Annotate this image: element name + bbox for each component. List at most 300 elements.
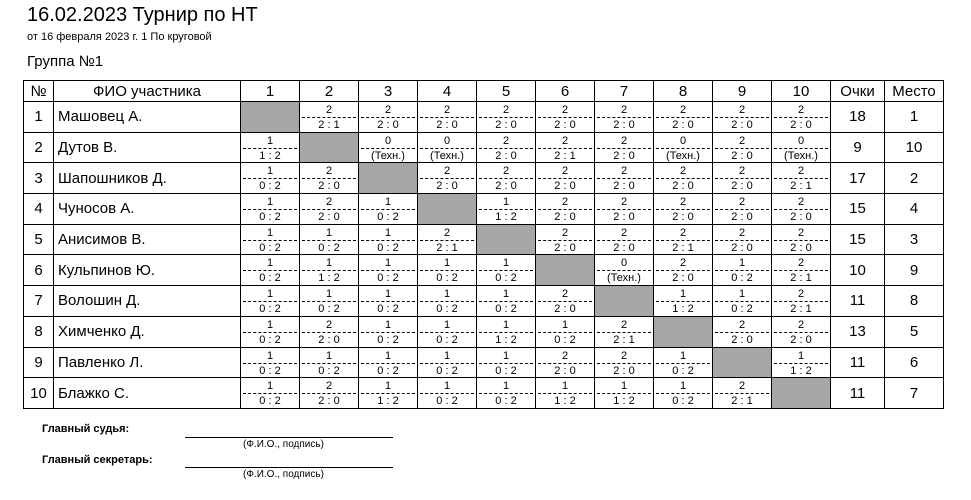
match-result-cell xyxy=(241,132,300,163)
dashed-divider xyxy=(243,332,297,333)
dashed-divider xyxy=(243,393,297,394)
match-score: 2 : 0 xyxy=(436,119,458,131)
match-points: 2 xyxy=(325,318,333,331)
match-score: 1 : 2 xyxy=(790,364,812,377)
dashed-divider xyxy=(597,363,651,364)
diagonal-cell xyxy=(418,194,477,225)
dashed-divider xyxy=(538,178,592,179)
match-points: 1 xyxy=(384,196,392,209)
match-points: 1 xyxy=(384,257,392,270)
dashed-divider xyxy=(656,178,710,179)
match-result-cell xyxy=(536,347,595,378)
match-score: 2 : 1 xyxy=(554,149,576,162)
total-points: 17 xyxy=(831,163,885,194)
match-points: 2 xyxy=(443,226,451,239)
match-points: 2 xyxy=(679,226,687,239)
match-points: 2 xyxy=(797,318,805,331)
dashed-divider xyxy=(361,240,415,241)
match-result-cell xyxy=(772,132,831,163)
secretary-signature-line xyxy=(185,467,393,468)
match-result-cell xyxy=(477,316,536,347)
match-points: 0 xyxy=(384,134,392,147)
match-points: 1 xyxy=(502,380,510,393)
match-result-cell xyxy=(300,316,359,347)
match-points: 1 xyxy=(443,380,451,393)
dashed-divider xyxy=(597,148,651,149)
final-place: 8 xyxy=(885,286,944,317)
dashed-divider xyxy=(656,270,710,271)
dashed-divider xyxy=(597,178,651,179)
dashed-divider xyxy=(597,270,651,271)
table-row xyxy=(24,132,944,163)
dashed-divider xyxy=(597,393,651,394)
total-points: 11 xyxy=(831,286,885,317)
final-place: 9 xyxy=(885,255,944,286)
match-result-cell xyxy=(654,378,713,409)
match-score: 2 : 0 xyxy=(495,180,517,193)
match-points: 1 xyxy=(325,288,333,301)
dashed-divider xyxy=(538,301,592,302)
match-score: 0 : 2 xyxy=(731,272,753,285)
header-name: ФИО участника xyxy=(54,81,241,102)
match-score: 2 : 1 xyxy=(790,303,812,316)
participant-name: Блажко С. xyxy=(54,378,241,409)
dashed-divider xyxy=(243,363,297,364)
row-number: 7 xyxy=(24,286,54,317)
match-result-cell xyxy=(418,347,477,378)
participant-name: Анисимов В. xyxy=(54,224,241,255)
dashed-divider xyxy=(479,393,533,394)
match-points: 2 xyxy=(620,134,628,147)
dashed-divider xyxy=(243,301,297,302)
dashed-divider xyxy=(420,270,474,271)
table-row xyxy=(24,224,944,255)
dashed-divider xyxy=(597,240,651,241)
dashed-divider xyxy=(243,270,297,271)
match-score: 2 : 0 xyxy=(554,241,576,254)
match-score: (Техн.) xyxy=(607,272,641,285)
match-score: 0 : 2 xyxy=(495,364,517,377)
dashed-divider xyxy=(538,332,592,333)
match-result-cell xyxy=(772,347,831,378)
match-score: (Техн.) xyxy=(666,149,700,162)
match-points: 1 xyxy=(266,134,274,147)
match-result-cell xyxy=(300,102,359,133)
match-result-cell xyxy=(359,347,418,378)
dashed-divider xyxy=(302,301,356,302)
match-score: 2 : 0 xyxy=(554,119,576,131)
dashed-divider xyxy=(361,270,415,271)
match-result-cell xyxy=(772,255,831,286)
match-result-cell xyxy=(713,286,772,317)
dashed-divider xyxy=(361,209,415,210)
document-title: 16.02.2023 Турнир по НТ xyxy=(27,4,258,26)
dashed-divider xyxy=(538,117,592,118)
match-points: 2 xyxy=(738,226,746,239)
participant-name: Химченко Д. xyxy=(54,316,241,347)
dashed-divider xyxy=(656,301,710,302)
match-points: 1 xyxy=(738,288,746,301)
participant-name: Шапошников Д. xyxy=(54,163,241,194)
match-score: 0 : 2 xyxy=(259,211,281,224)
match-result-cell xyxy=(536,378,595,409)
dashed-divider xyxy=(420,240,474,241)
match-points: 1 xyxy=(502,318,510,331)
match-result-cell xyxy=(241,224,300,255)
match-result-cell xyxy=(713,194,772,225)
table-row xyxy=(24,286,944,317)
match-points: 2 xyxy=(620,165,628,178)
match-score: 0 : 2 xyxy=(377,364,399,377)
match-score: 2 : 0 xyxy=(554,180,576,193)
match-score: 2 : 0 xyxy=(318,333,340,346)
match-points: 2 xyxy=(738,318,746,331)
match-result-cell xyxy=(713,132,772,163)
match-score: 2 : 0 xyxy=(731,180,753,193)
match-points: 2 xyxy=(325,165,333,178)
match-score: 0 : 2 xyxy=(554,333,576,346)
diagonal-cell xyxy=(713,347,772,378)
match-result-cell xyxy=(241,255,300,286)
match-points: 1 xyxy=(384,380,392,393)
judge-label: Главный судья: xyxy=(42,423,130,435)
match-score: 0 : 2 xyxy=(377,303,399,316)
match-result-cell xyxy=(536,132,595,163)
dashed-divider xyxy=(243,178,297,179)
header-place: Место xyxy=(885,81,944,102)
match-points: 2 xyxy=(502,134,510,147)
match-score: 0 : 2 xyxy=(318,241,340,254)
dashed-divider xyxy=(361,393,415,394)
total-points: 11 xyxy=(831,378,885,409)
match-result-cell xyxy=(477,102,536,133)
table-row xyxy=(24,347,944,378)
match-score: (Техн.) xyxy=(371,149,405,162)
header-col-6: 6 xyxy=(536,81,595,102)
match-result-cell xyxy=(359,224,418,255)
row-number: 4 xyxy=(24,194,54,225)
match-points: 2 xyxy=(738,104,746,116)
match-points: 1 xyxy=(266,257,274,270)
match-score: 0 : 2 xyxy=(495,303,517,316)
match-points: 2 xyxy=(502,165,510,178)
match-points: 2 xyxy=(738,165,746,178)
group-title: Группа №1 xyxy=(27,53,104,70)
match-score: 2 : 0 xyxy=(672,119,694,131)
match-score: 0 : 2 xyxy=(259,241,281,254)
row-number: 9 xyxy=(24,347,54,378)
dashed-divider xyxy=(420,301,474,302)
match-points: 2 xyxy=(797,165,805,178)
match-score: 0 : 2 xyxy=(259,272,281,285)
match-score: 1 : 2 xyxy=(495,333,517,346)
match-points: 1 xyxy=(679,288,687,301)
match-points: 1 xyxy=(443,288,451,301)
match-score: 2 : 0 xyxy=(672,272,694,285)
match-result-cell xyxy=(477,255,536,286)
dashed-divider xyxy=(538,363,592,364)
row-number: 3 xyxy=(24,163,54,194)
diagonal-cell xyxy=(595,286,654,317)
match-score: 0 : 2 xyxy=(731,303,753,316)
match-points: 1 xyxy=(679,349,687,362)
match-points: 0 xyxy=(620,257,628,270)
match-points: 1 xyxy=(443,318,451,331)
dashed-divider xyxy=(420,363,474,364)
total-points: 10 xyxy=(831,255,885,286)
match-points: 2 xyxy=(797,196,805,209)
match-points: 2 xyxy=(620,349,628,362)
match-score: 2 : 0 xyxy=(436,180,458,193)
dashed-divider xyxy=(774,178,828,179)
match-score: 0 : 2 xyxy=(377,211,399,224)
final-place: 5 xyxy=(885,316,944,347)
dashed-divider xyxy=(361,332,415,333)
match-result-cell xyxy=(418,224,477,255)
match-points: 2 xyxy=(325,104,333,116)
dashed-divider xyxy=(302,332,356,333)
match-score: 2 : 0 xyxy=(495,149,517,162)
dashed-divider xyxy=(715,393,769,394)
match-score: 2 : 1 xyxy=(731,395,753,408)
match-result-cell xyxy=(772,316,831,347)
match-points: 2 xyxy=(325,196,333,209)
match-result-cell xyxy=(241,316,300,347)
header-col-9: 9 xyxy=(713,81,772,102)
dashed-divider xyxy=(656,148,710,149)
participant-name: Машовец А. xyxy=(54,102,241,133)
match-score: 0 : 2 xyxy=(436,364,458,377)
match-result-cell xyxy=(654,255,713,286)
dashed-divider xyxy=(302,393,356,394)
match-result-cell xyxy=(300,378,359,409)
match-score: 0 : 2 xyxy=(318,364,340,377)
match-result-cell xyxy=(595,347,654,378)
match-points: 1 xyxy=(561,380,569,393)
match-score: 2 : 0 xyxy=(613,119,635,131)
match-score: 0 : 2 xyxy=(495,272,517,285)
header-col-7: 7 xyxy=(595,81,654,102)
participant-name: Чуносов А. xyxy=(54,194,241,225)
match-result-cell xyxy=(536,102,595,133)
match-points: 1 xyxy=(620,380,628,393)
dashed-divider xyxy=(361,117,415,118)
match-result-cell xyxy=(359,316,418,347)
final-place: 1 xyxy=(885,102,944,133)
match-points: 2 xyxy=(738,134,746,147)
match-result-cell xyxy=(536,316,595,347)
match-points: 2 xyxy=(797,226,805,239)
match-score: 2 : 0 xyxy=(613,149,635,162)
match-score: 2 : 0 xyxy=(495,119,517,131)
match-result-cell xyxy=(713,163,772,194)
match-points: 1 xyxy=(443,257,451,270)
table-row xyxy=(24,316,944,347)
match-points: 1 xyxy=(266,226,274,239)
dashed-divider xyxy=(243,209,297,210)
dashed-divider xyxy=(774,148,828,149)
match-score: 2 : 1 xyxy=(613,333,635,346)
match-score: 0 : 2 xyxy=(259,364,281,377)
match-result-cell xyxy=(595,132,654,163)
table-row xyxy=(24,163,944,194)
total-points: 18 xyxy=(831,102,885,133)
match-points: 1 xyxy=(384,349,392,362)
match-result-cell xyxy=(300,255,359,286)
dashed-divider xyxy=(243,148,297,149)
match-points: 1 xyxy=(325,257,333,270)
match-score: (Техн.) xyxy=(784,149,818,162)
match-result-cell xyxy=(477,132,536,163)
match-score: 2 : 0 xyxy=(672,180,694,193)
match-score: 1 : 2 xyxy=(259,149,281,162)
match-score: 2 : 0 xyxy=(554,364,576,377)
match-score: (Техн.) xyxy=(430,149,464,162)
dashed-divider xyxy=(479,209,533,210)
match-result-cell xyxy=(359,255,418,286)
judge-signature-line xyxy=(185,437,393,438)
results-table xyxy=(23,80,944,409)
final-place: 10 xyxy=(885,132,944,163)
table-row xyxy=(24,255,944,286)
diagonal-cell xyxy=(772,378,831,409)
header-col-3: 3 xyxy=(359,81,418,102)
match-result-cell xyxy=(418,132,477,163)
dashed-divider xyxy=(715,301,769,302)
match-score: 2 : 0 xyxy=(731,149,753,162)
secretary-signature-hint: (Ф.И.О., подпись) xyxy=(243,469,324,480)
match-score: 2 : 0 xyxy=(613,364,635,377)
match-points: 1 xyxy=(266,196,274,209)
total-points: 9 xyxy=(831,132,885,163)
diagonal-cell xyxy=(654,316,713,347)
match-score: 2 : 0 xyxy=(554,303,576,316)
dashed-divider xyxy=(538,209,592,210)
match-points: 1 xyxy=(384,318,392,331)
participant-name: Волошин Д. xyxy=(54,286,241,317)
match-score: 2 : 1 xyxy=(790,180,812,193)
match-score: 0 : 2 xyxy=(672,395,694,408)
match-score: 2 : 0 xyxy=(613,241,635,254)
match-result-cell xyxy=(772,163,831,194)
match-points: 1 xyxy=(266,288,274,301)
match-result-cell xyxy=(654,102,713,133)
dashed-divider xyxy=(479,270,533,271)
dashed-divider xyxy=(715,209,769,210)
match-points: 1 xyxy=(384,288,392,301)
dashed-divider xyxy=(597,209,651,210)
match-result-cell xyxy=(595,255,654,286)
match-points: 2 xyxy=(561,165,569,178)
final-place: 3 xyxy=(885,224,944,255)
table-row xyxy=(24,194,944,225)
match-result-cell xyxy=(300,286,359,317)
match-result-cell xyxy=(772,194,831,225)
row-number: 2 xyxy=(24,132,54,163)
match-result-cell xyxy=(359,194,418,225)
match-result-cell xyxy=(536,163,595,194)
match-score: 2 : 1 xyxy=(318,119,340,131)
match-points: 1 xyxy=(384,226,392,239)
match-score: 1 : 2 xyxy=(613,395,635,408)
match-result-cell xyxy=(418,378,477,409)
match-points: 1 xyxy=(266,380,274,393)
match-score: 1 : 2 xyxy=(495,211,517,224)
final-place: 4 xyxy=(885,194,944,225)
dashed-divider xyxy=(420,393,474,394)
diagonal-cell xyxy=(359,163,418,194)
match-score: 2 : 0 xyxy=(790,119,812,131)
dashed-divider xyxy=(538,240,592,241)
match-result-cell xyxy=(654,224,713,255)
match-result-cell xyxy=(536,224,595,255)
match-points: 1 xyxy=(679,380,687,393)
dashed-divider xyxy=(361,363,415,364)
dashed-divider xyxy=(302,209,356,210)
match-result-cell xyxy=(477,378,536,409)
match-score: 1 : 2 xyxy=(318,272,340,285)
total-points: 11 xyxy=(831,347,885,378)
dashed-divider xyxy=(715,332,769,333)
dashed-divider xyxy=(538,393,592,394)
match-points: 0 xyxy=(679,134,687,147)
match-score: 2 : 0 xyxy=(672,211,694,224)
match-points: 2 xyxy=(561,104,569,116)
header-col-8: 8 xyxy=(654,81,713,102)
match-result-cell xyxy=(359,132,418,163)
match-score: 0 : 2 xyxy=(259,333,281,346)
dashed-divider xyxy=(479,148,533,149)
match-score: 2 : 0 xyxy=(613,211,635,224)
match-score: 0 : 2 xyxy=(259,395,281,408)
match-score: 0 : 2 xyxy=(259,303,281,316)
match-result-cell xyxy=(241,194,300,225)
match-points: 1 xyxy=(266,318,274,331)
match-points: 2 xyxy=(561,134,569,147)
row-number: 8 xyxy=(24,316,54,347)
match-score: 2 : 0 xyxy=(731,333,753,346)
dashed-divider xyxy=(715,270,769,271)
dashed-divider xyxy=(420,148,474,149)
dashed-divider xyxy=(302,178,356,179)
match-score: 2 : 0 xyxy=(790,211,812,224)
match-points: 1 xyxy=(561,318,569,331)
match-score: 2 : 1 xyxy=(790,272,812,285)
match-score: 0 : 2 xyxy=(318,303,340,316)
participant-name: Дутов В. xyxy=(54,132,241,163)
diagonal-cell xyxy=(477,224,536,255)
match-score: 2 : 0 xyxy=(790,241,812,254)
dashed-divider xyxy=(597,117,651,118)
match-points: 0 xyxy=(443,134,451,147)
match-score: 2 : 1 xyxy=(672,241,694,254)
header-points: Очки xyxy=(831,81,885,102)
match-score: 1 : 2 xyxy=(377,395,399,408)
match-result-cell xyxy=(595,224,654,255)
total-points: 13 xyxy=(831,316,885,347)
match-score: 2 : 0 xyxy=(790,333,812,346)
match-score: 0 : 2 xyxy=(436,395,458,408)
match-result-cell xyxy=(713,316,772,347)
match-points: 2 xyxy=(620,318,628,331)
match-result-cell xyxy=(477,163,536,194)
match-points: 2 xyxy=(620,104,628,116)
match-result-cell xyxy=(713,102,772,133)
dashed-divider xyxy=(715,178,769,179)
match-result-cell xyxy=(418,255,477,286)
match-result-cell xyxy=(359,286,418,317)
match-result-cell xyxy=(536,286,595,317)
